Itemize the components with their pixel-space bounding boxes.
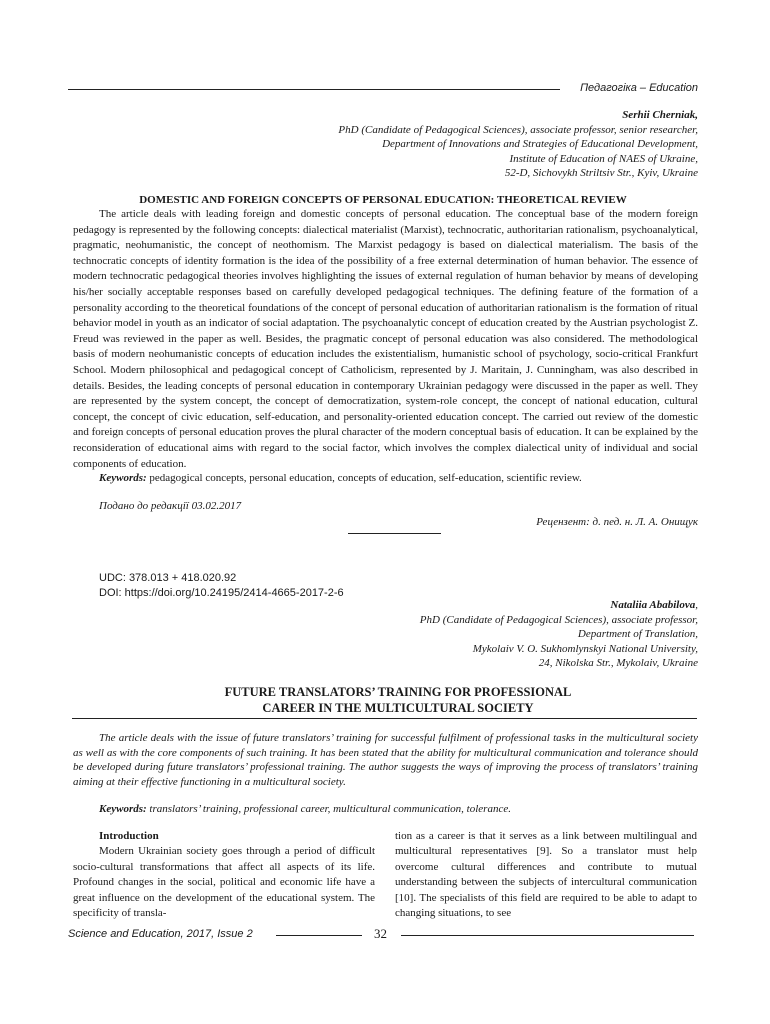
author-affiliation-line: 52-D, Sichovykh Striltsiv Str., Kyiv, Ukraine — [504, 167, 698, 180]
title-line: FUTURE TRANSLATORS’ TRAINING FOR PROFESSIONAL — [224, 685, 572, 699]
keywords-line — [99, 472, 582, 484]
author-affiliation-line: Mykolaiv V. O. Sukhomlynskyi National University, — [472, 642, 698, 655]
running-head — [68, 82, 698, 96]
footer-rule — [276, 935, 362, 936]
author-affiliation-line: Department of Translation, — [577, 628, 698, 641]
keywords-text: pedagogical concepts, personal education, concepts of education, self-education, scientific review. — [146, 472, 582, 484]
author-affiliation-line: Department of Innovations and Strategies of Educational Development, — [382, 138, 698, 151]
body-column-left — [73, 829, 375, 921]
body-column-right — [395, 829, 697, 921]
submission-date: Подано до редакції 03.02.2017 — [99, 500, 242, 512]
article-abstract: The article deals with leading foreign and domestic concepts of personal education. The conceptual base of the modern foreign pedagogy is represented by the following concepts: dialectical materialist (Marxist), technocratic, authoritarian rationalism, psychoanalytical, pragmatic, neohumanistic, the concept of neothomism. The Marxist pedagogy is based on dialectical materialism. The basis of the technocratic concepts of identity formation is the idea of the possibility of a free external determination of human behavior. The essence of modern technocratic pedagogical theories involves highlighting the issues of external regulation of human behavior by means of developing his/her socially acceptable responses based on carefully developed pedagogical techniques. The defining feature of the formation of a personality according to the theoretical foundations of the concept of personal education of authoritarian rationalism is the formation of ritual behavior model in youth as an indicator of social adaptation. The psychoanalytic concept of education created by the Austrian psychologist Z. Freud was reviewed in the paper as well. Besides, the pragmatic concept of personal education was also considered. The methodological basis of modern neohumanistic concepts of education includes the existentialism, humanistic school of psychology, socio-critical Frankfurt School. Modern philosophical and pedagogical concept of Catholicism, represented by J. Maritain, J. Cunningham, was also described in details. Besides, the leading concepts of personal education in contemporary Ukrainian pedagogy were discussed in the paper as well. They are represented by the system concept, the concept of democratization, system-role concept, the concept of national education, cultural concept, the concept of civic education, self-education, and personality-oriented education concept. The carried out review of the domestic and foreign concepts of personal education proves the plural character of the modern conceptual basis of education. It can be explained by the reconsideration of educational aims with regard to the social factor, which involves the complex dialectical unity of individual and social components of education. — [73, 208, 698, 470]
keywords-text: translators’ training, professional career, multicultural communication, tolerance. — [146, 803, 511, 815]
page-footer — [68, 926, 698, 942]
author-block-cherniak — [338, 108, 698, 181]
body-paragraph: tion as a career is that it serves as a link between multilingual and multicultural representatives [9]. So a translator must help overcome cultural differences and contribute to mutual understanding between the subjects of intercultural communication [10]. The specialists of this field are required to be able to adapt to changing situations, to see — [395, 830, 697, 920]
udc-code: UDC: 378.013 + 418.020.92 — [99, 572, 237, 584]
doi-link[interactable]: DOI: https://doi.org/10.24195/2414-4665-2017-2-6 — [99, 586, 344, 599]
title-rule — [72, 718, 697, 719]
article-separator — [348, 533, 441, 534]
author-affiliation-line: Institute of Education of NAES of Ukraine, — [509, 152, 698, 165]
author-name-text: Nataliia Ababilova — [610, 599, 696, 611]
body-paragraph: Modern Ukrainian society goes through a period of difficult socio-cultural transformations that affect all aspects of its life. Profound changes in the social, political and economic life have a great influence on the development of the educational system. The specificity of transla- — [73, 845, 375, 920]
author-affiliation-line: PhD (Candidate of Pedagogical Sciences), associate professor, senior researcher, — [338, 123, 698, 136]
keywords-label: Keywords: — [99, 472, 147, 484]
author-name — [420, 598, 698, 613]
header-rule — [68, 89, 560, 90]
article-title: DOMESTIC AND FOREIGN CONCEPTS OF PERSONAL EDUCATION: THEORETICAL REVIEW — [139, 194, 627, 206]
author-name: Serhii Cherniak, — [622, 109, 698, 121]
article-title — [68, 684, 728, 716]
title-line: CAREER IN THE MULTICULTURAL SOCIETY — [262, 701, 534, 715]
page-number: 32 — [374, 926, 387, 941]
author-name-suffix: , — [695, 599, 698, 611]
article-abstract: The article deals with the issue of future translators’ training for successful fulfilment of professional tasks in the multicultural society as well as with the core components of such training. It has been stated that the ability for multicultural communication and tolerance should be developed during future translators’ professional training. The author suggests the ways of improving the process of translators’ training aiming at their effective functioning in a multicultural society. — [73, 732, 698, 788]
identifiers — [99, 571, 344, 600]
author-affiliation-line: 24, Nikolska Str., Mykolaiv, Ukraine — [538, 657, 698, 670]
author-block-ababilova — [420, 598, 698, 671]
journal-name: Science and Education, 2017, Issue 2 — [68, 928, 253, 940]
reviewer: Рецензент: д. пед. н. Л. А. Онищук — [536, 516, 698, 528]
running-title: Педагогіка – Education — [580, 82, 698, 94]
author-affiliation-line: PhD (Candidate of Pedagogical Sciences), associate professor, — [419, 613, 698, 626]
footer-rule — [401, 935, 694, 936]
section-heading: Introduction — [99, 830, 159, 842]
keywords-line — [99, 803, 511, 815]
keywords-label: Keywords: — [99, 803, 147, 815]
